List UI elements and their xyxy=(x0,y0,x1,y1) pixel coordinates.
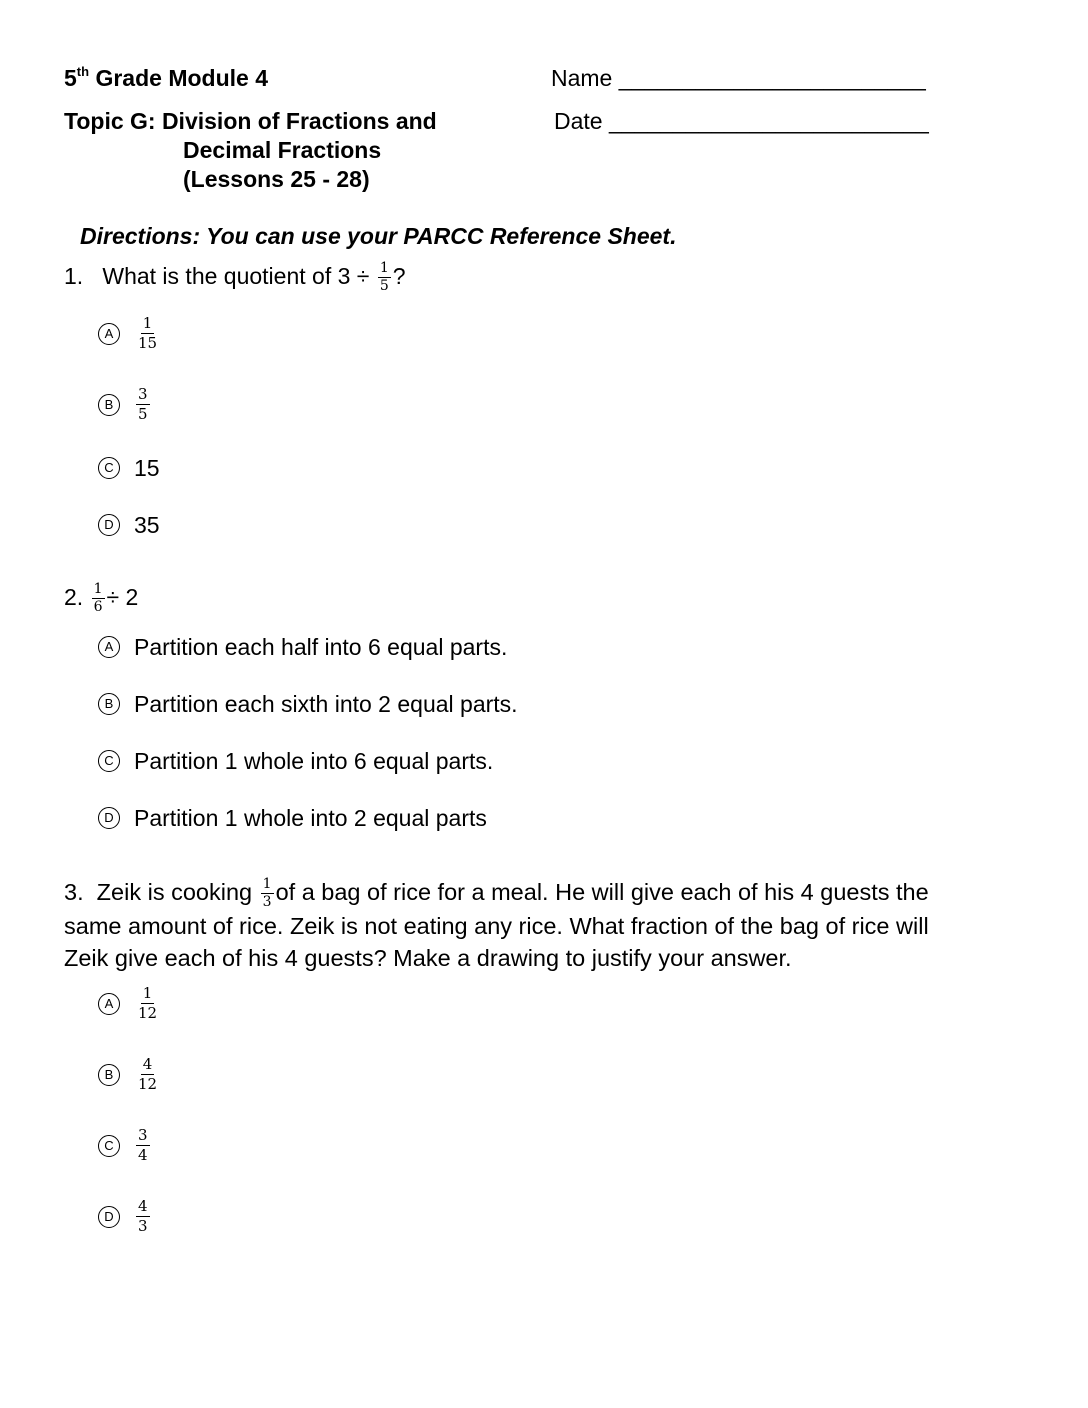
answer-bubble: D xyxy=(98,807,120,829)
answer-bubble: C xyxy=(98,457,120,479)
question-1: 1. What is the quotient of 3 ÷ $\frac{1}{5}$ ? xyxy=(64,260,406,295)
answer-bubble: B xyxy=(98,693,120,715)
q2-option-c[interactable] xyxy=(98,746,493,776)
option-text: Partition each half into 6 equal parts. xyxy=(134,634,508,660)
question-number: 2. xyxy=(64,584,84,610)
question-text: ÷ 2 xyxy=(106,584,139,610)
date-field[interactable]: Date _________________________ xyxy=(554,108,929,134)
option-fraction: $\frac{1}{12}$ xyxy=(138,984,158,1022)
q1-option-b[interactable] xyxy=(98,386,152,423)
question-number: 3. xyxy=(64,879,84,905)
answer-bubble: A xyxy=(98,993,120,1015)
q3-option-b[interactable] xyxy=(98,1056,161,1093)
q1-option-c[interactable] xyxy=(98,453,160,483)
question-3: 3. Zeik is cooking $\frac{1}{3}$ of a bag of rice for a meal. He will give each of his 4 guests the same amount of rice. Zeik is not eating any rice. What fraction of the bag of rice will Zeik give each of his 4 guests? Make a drawing to justify your answer. xyxy=(64,876,929,972)
option-text: Partition each sixth into 2 equal parts. xyxy=(134,691,518,717)
fraction: $\frac{1}{6}$ xyxy=(93,581,103,616)
option-fraction: $\frac{1}{15}$ xyxy=(138,314,158,352)
answer-bubble: C xyxy=(98,750,120,772)
topic-title: Topic G: Division of Fractions and Decimal Fractions (Lessons 25 - 28) xyxy=(64,108,437,192)
answer-bubble: C xyxy=(98,1135,120,1157)
q3-option-d[interactable] xyxy=(98,1198,152,1235)
answer-bubble: B xyxy=(98,394,120,416)
option-text: 35 xyxy=(134,512,160,538)
q2-option-a[interactable] xyxy=(98,632,507,662)
option-text: Partition 1 whole into 6 equal parts. xyxy=(134,748,494,774)
option-fraction: $\frac{3}{5}$ xyxy=(138,385,148,423)
name-field[interactable]: Name ________________________ xyxy=(551,65,926,91)
q2-option-b[interactable] xyxy=(98,689,518,719)
q1-option-a[interactable] xyxy=(98,315,161,352)
answer-bubble: A xyxy=(98,636,120,658)
fraction: $\frac{1}{5}$ xyxy=(379,260,389,295)
option-fraction: $\frac{4}{12}$ xyxy=(138,1055,158,1093)
module-title: 5th Grade Module 4 xyxy=(64,64,269,91)
directions: Directions: You can use your PARCC Reference Sheet. xyxy=(80,223,677,249)
question-number: 1. xyxy=(64,263,84,289)
answer-bubble: D xyxy=(98,1206,120,1228)
q2-option-d[interactable] xyxy=(98,803,487,833)
option-text: 15 xyxy=(134,455,160,481)
answer-bubble: D xyxy=(98,514,120,536)
fraction: $\frac{1}{3}$ xyxy=(262,876,272,911)
question-text: What is the quotient of 3 ÷ xyxy=(102,263,370,289)
q3-option-a[interactable] xyxy=(98,985,161,1022)
option-fraction: $\frac{3}{4}$ xyxy=(138,1126,148,1164)
answer-bubble: A xyxy=(98,323,120,345)
answer-bubble: B xyxy=(98,1064,120,1086)
option-text: Partition 1 whole into 2 equal parts xyxy=(134,805,487,831)
q1-option-d[interactable] xyxy=(98,510,160,540)
q3-option-c[interactable] xyxy=(98,1127,152,1164)
question-2 xyxy=(64,582,138,615)
option-fraction: $\frac{4}{3}$ xyxy=(138,1197,148,1235)
